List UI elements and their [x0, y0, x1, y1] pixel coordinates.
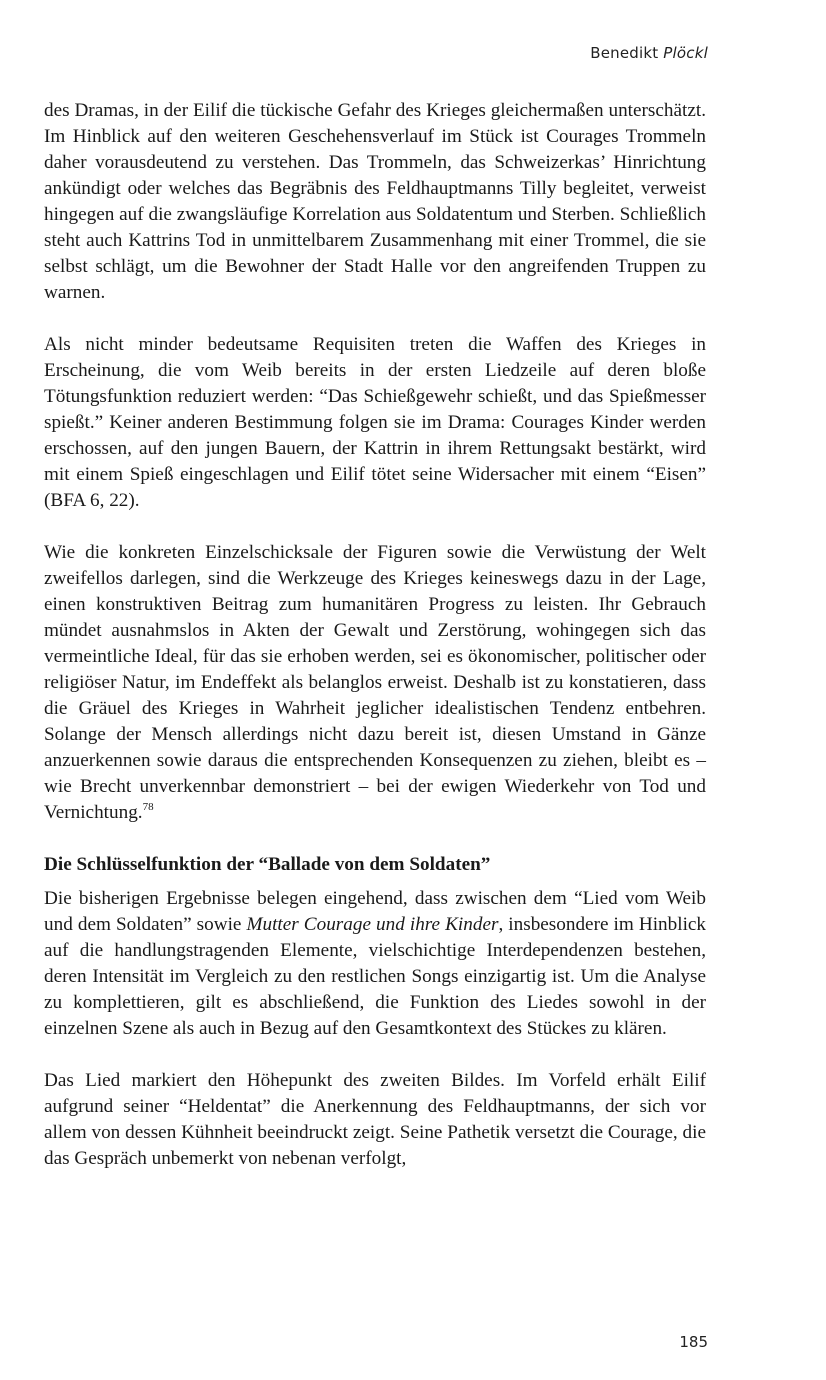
paragraph-2: Als nicht minder bedeutsame Requisiten treten die Waffen des Krieges in Erscheinung, die vom Weib bereits in der ersten Liedzeile auf deren bloße Tötungsfunktion reduziert werden: “Das Schießgewehr schießt, und das Spießmesser spießt.” Keiner anderen Bestimmung folgen sie im Drama: Courages Kinder werden erschossen, auf den jungen Bauern, der Kattrin in ihrem Rettungsakt bestärkt, wird mit einem Spieß eingeschlagen und Eilif tötet seine Widersacher mit einem “Eisen” (BFA 6, 22).: [44, 334, 706, 511]
paragraph-1: des Dramas, in der Eilif die tückische Gefahr des Krieges gleichermaßen unterschätzt. Im Hinblick auf den weiteren Geschehensverlauf im Stück ist Courages Trommeln daher vorausdeutend zu verstehen. Das Trommeln, das Schweizerkas’ Hinrichtung ankündigt oder welches das Begräbnis des Feldhauptmanns Tilly begleitet, verweist hingegen auf die zwangsläufige Korrelation aus Soldatentum und Sterben. Schließlich steht auch Kattrins Tod in unmittelbarem Zusammenhang mit einer Trommel, die sie selbst schlägt, um die Bewohner der Stadt Halle vor den angreifenden Truppen zu warnen.: [44, 100, 706, 303]
page-number: 185: [679, 1333, 708, 1351]
running-head: [590, 44, 708, 62]
paragraph-4: [44, 886, 706, 1042]
author-first-name: Benedikt: [590, 44, 659, 62]
paragraph-3: [44, 540, 706, 826]
section-heading: Die Schlüsselfunktion der “Ballade von dem Soldaten”: [44, 854, 491, 875]
author-last-name: Plöckl: [663, 44, 708, 62]
body-text: [44, 98, 706, 1172]
footnote-marker[interactable]: 78: [142, 800, 154, 813]
work-title: Mutter Courage und ihre Kinder: [246, 914, 499, 935]
paragraph-4-start: Die bisherigen Ergebnisse belegen eingehend, dass zwischen dem “Lied vom Weib und dem Soldaten” sowie: [44, 888, 706, 935]
paragraph-3-text: Wie die konkreten Einzelschicksale der Figuren sowie die Verwüstung der Welt zweifellos darlegen, sind die Werkzeuge des Krieges keineswegs dazu in der Lage, einen konstruktiven Beitrag zum humanitären Progress zu leisten. Ihr Gebrauch mündet ausnahmslos in Akten der Gewalt und Zerstörung, wohingegen sich das vermeintliche Ideal, für das sie erhoben werden, sei es ökonomischer, politischer oder religiöser Natur, im Endeffekt als belanglos erweist. Deshalb ist zu konstatieren, dass die Gräuel des Krieges in Wahrheit jeglicher idealistischen Tendenz entbehren. Solange der Mensch allerdings nicht dazu bereit ist, diesen Umstand in Gänze anzuerkennen sowie daraus die entsprechenden Konsequenzen zu ziehen, bleibt es – wie Brecht unverkennbar demonstriert – bei der ewigen Wiederkehr von Tod und Vernichtung.: [44, 542, 706, 823]
paragraph-4-end: , insbesondere im Hinblick auf die handlungstragenden Elemente, vielschichtige Interdependenzen bestehen, deren Intensität im Vergleich zu den restlichen Songs einzigartig ist. Um die Analyse zu komplettieren, gilt es abschließend, die Funktion des Liedes sowohl in der einzelnen Szene als auch in Bezug auf den Gesamtkontext des Stückes zu klären.: [44, 914, 707, 1039]
paragraph-5: Das Lied markiert den Höhepunkt des zweiten Bildes. Im Vorfeld erhält Eilif aufgrund seiner “Heldentat” die Anerkennung des Feldhauptmanns, der sich vor allem von dessen Kühnheit beeindruckt zeigt. Seine Pathetik versetzt die Courage, die das Gespräch unbemerkt von nebenan verfolgt,: [44, 1070, 706, 1169]
